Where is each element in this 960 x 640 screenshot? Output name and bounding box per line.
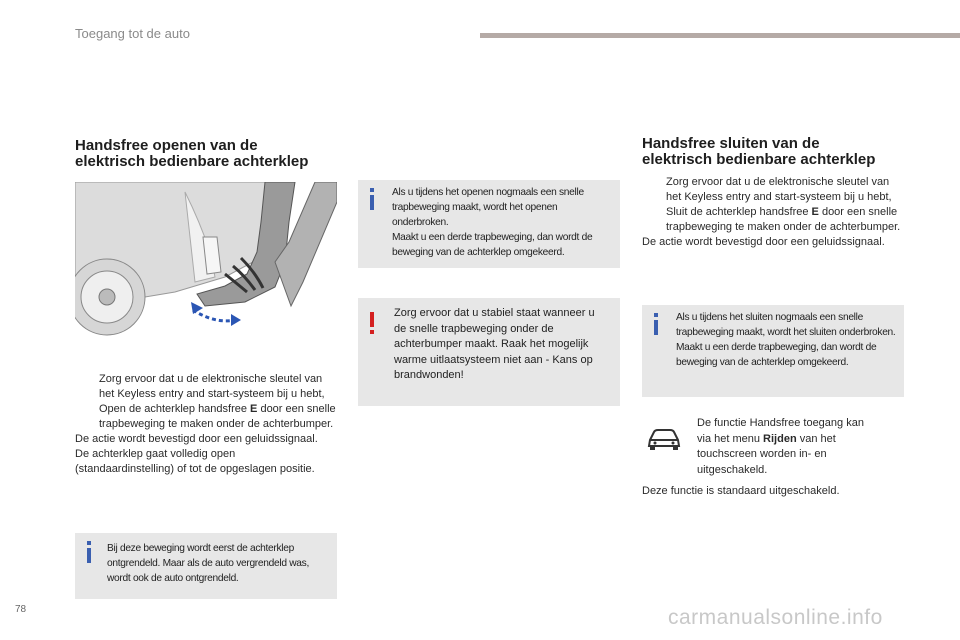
middle-info-line1: Als u tijdens het openen nogmaals een snelle trapbeweging maakt, wordt het openen onderbroken.	[392, 187, 584, 228]
list-item	[642, 205, 904, 235]
right-info-text	[676, 310, 900, 370]
feature-text	[697, 416, 877, 478]
left-para1: De actie wordt bevestigd door een geluidssignaal.	[75, 433, 318, 445]
right-para1: De actie wordt bevestigd door een geluidssignaal.	[642, 236, 885, 248]
feature-after: van het touchscreen worden in- en uitgeschakeld.	[697, 432, 836, 476]
list-item	[75, 402, 337, 432]
right-info-line2: Maakt u een derde trapbeweging, dan wordt de beweging van de achterklep omgekeerd.	[676, 342, 877, 368]
left-info-box	[75, 533, 337, 599]
left-heading	[75, 138, 308, 170]
header-title: Toegang tot de auto	[75, 26, 190, 41]
left-para2: De achterklep gaat volledig open (standaardinstelling) of tot de opgeslagen positie.	[75, 448, 315, 475]
right-heading-line2: elektrisch bedienbare achterklep	[642, 151, 876, 168]
left-heading-line2: elektrisch bedienbare achterklep	[75, 153, 309, 170]
right-bullet2-before: Sluit de achterklep handsfree	[666, 206, 812, 218]
right-bullet2-after: door een snelle trapbeweging te maken onder de achterbumper.	[666, 206, 901, 233]
right-heading	[642, 136, 875, 168]
left-bullet2-before: Open de achterklep handsfree	[99, 403, 251, 415]
watermark: carmanualsonline.info	[668, 606, 883, 629]
right-info-line1: Als u tijdens het sluiten nogmaals een snelle trapbeweging maakt, wordt het sluiten onderbroken.	[676, 312, 896, 338]
middle-info-line2: Maakt u een derde trapbeweging, dan wordt de beweging van de achterklep omgekeerd.	[392, 232, 593, 258]
middle-warning-text: Zorg ervoor dat u stabiel staat wanneer u de snelle trapbeweging onder de achterbumper maakt. Raak het mogelijk warme uitlaatsysteem niet aan - Kans op brandwonden!	[394, 307, 595, 381]
info-icon	[364, 188, 380, 210]
middle-info-text	[392, 185, 614, 260]
right-bullet1-text: Zorg ervoor dat u de elektronische sleutel van het Keyless entry and start-systeem bij u hebt,	[666, 176, 892, 203]
middle-warning-box	[358, 298, 620, 406]
left-info-text: Bij deze beweging wordt eerst de achterklep ontgrendeld. Maar als de auto vergrendeld was, wordt ook de auto ontgrendeld.	[107, 543, 309, 584]
list-item	[75, 372, 337, 402]
left-bullet1-text: Zorg ervoor dat u de elektronische sleutel van het Keyless entry and start-systeem bij u hebt,	[99, 373, 325, 400]
info-icon	[648, 313, 664, 335]
info-icon	[81, 541, 97, 563]
list-item	[642, 175, 904, 205]
left-bullet2-after: door een snelle trapbeweging te maken onder de achterbumper.	[99, 403, 336, 430]
header-bar	[480, 33, 960, 38]
middle-info-box	[358, 180, 620, 268]
right-bullet2-key: E	[811, 206, 819, 218]
right-heading-line1: Handsfree sluiten van de	[642, 135, 820, 152]
page-number: 78	[15, 604, 27, 615]
right-info-box	[642, 305, 904, 397]
left-bullet2-key: E	[250, 403, 258, 415]
feature-before: De functie Handsfree toegang kan via het menu	[697, 417, 864, 445]
warning-icon	[364, 312, 380, 334]
default-note: Deze functie is standaard uitgeschakeld.	[642, 485, 840, 497]
car-icon	[646, 426, 682, 452]
left-instructions	[75, 372, 337, 477]
right-instructions	[642, 175, 904, 250]
kick-sensor-illustration	[75, 182, 337, 342]
feature-menu-key: Rijden	[763, 432, 797, 445]
left-heading-line1: Handsfree openen van de	[75, 137, 258, 154]
